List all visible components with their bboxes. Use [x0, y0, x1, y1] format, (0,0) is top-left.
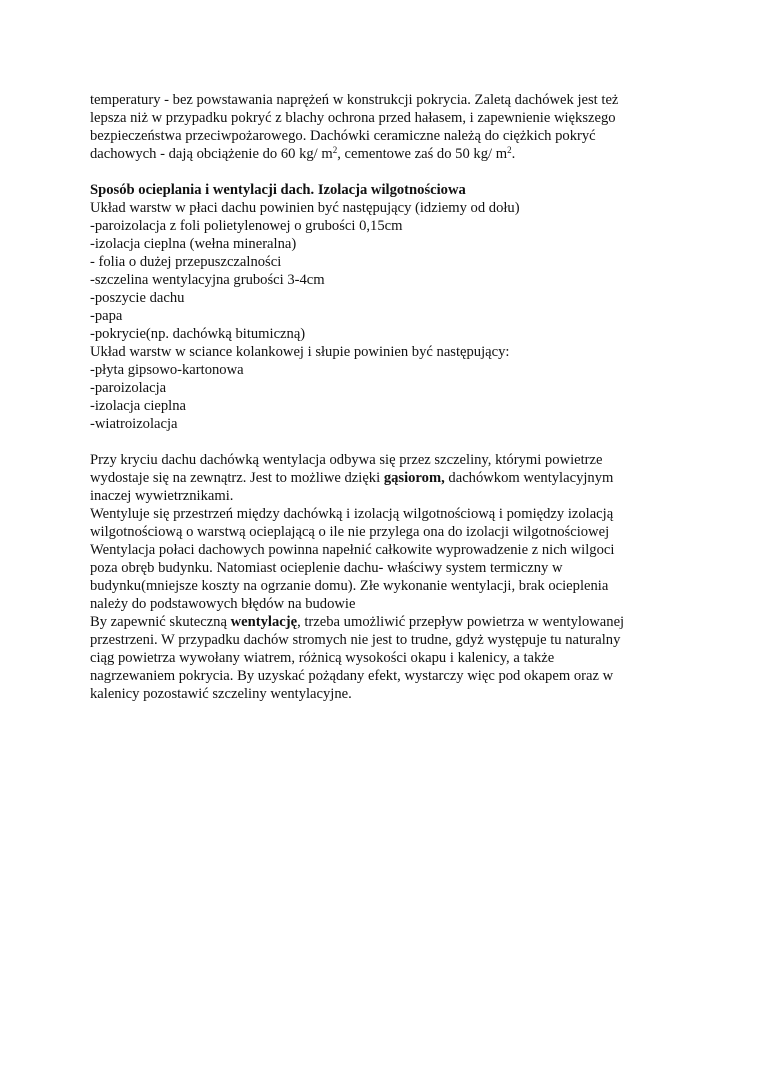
- text-line: nagrzewaniem pokrycia. By uzyskać pożądany efekt, wystarczy więc pod okapem oraz w: [90, 668, 614, 684]
- blank-line: [90, 163, 690, 181]
- list-item: -izolacja cieplna (wełna mineralna): [90, 236, 297, 252]
- list-item: -szczelina wentylacyjna grubości 3-4cm: [90, 272, 325, 288]
- text-segment: , trzeba umożliwić przepływ powietrza w wentylowanej: [297, 614, 625, 630]
- text-line: [90, 469, 690, 487]
- list-item: -płyta gipsowo-kartonowa: [90, 362, 244, 378]
- text-line: temperatury - bez powstawania naprężeń w konstrukcji pokrycia. Zaletą dachówek jest też: [90, 92, 619, 108]
- list-item: -izolacja cieplna: [90, 398, 187, 414]
- text-line: przestrzeni. W przypadku dachów stromych nie jest to trudne, gdyż występuje tu naturalny: [90, 632, 621, 648]
- wall-layers-list: [90, 343, 690, 433]
- list-intro: Układ warstw w płaci dachu powinien być następujący (idziemy od dołu): [90, 200, 520, 216]
- text-line: [90, 145, 690, 163]
- text-line: budynku(mniejsze koszty na ogrzanie domu). Złe wykonanie wentylacji, brak ocieplenia: [90, 578, 609, 594]
- blank-line: [90, 433, 690, 451]
- text-line: należy do podstawowych błędów na budowie: [90, 596, 356, 612]
- text-line: Przy kryciu dachu dachówką wentylacja odbywa się przez szczeliny, którymi powietrze: [90, 452, 603, 468]
- text-line: ciąg powietrza wywołany wiatrem, różnicą wysokości okapu i kalenicy, a także: [90, 650, 555, 666]
- text-line: bezpieczeństwa przeciwpożarowego. Dachówki ceramiczne należą do ciężkich pokryć: [90, 128, 596, 144]
- text-segment: By zapewnić skuteczną: [90, 614, 231, 630]
- ventilated-spaces-paragraph: [90, 505, 690, 541]
- list-item: - folia o dużej przepuszczalności: [90, 254, 282, 270]
- ventilation-paragraph: [90, 451, 690, 505]
- text-line: Wentyluje się przestrzeń między dachówką i izolacją wilgotnościową i pomiędzy izolacją: [90, 506, 614, 522]
- intro-paragraph: [90, 91, 690, 163]
- text-segment: dachowych - dają obciążenie do 60 kg/ m: [90, 146, 333, 162]
- list-item: -poszycie dachu: [90, 290, 185, 306]
- text-line: poza obręb budynku. Natomiast ocieplenie dachu- właściwy system termiczny w: [90, 560, 563, 576]
- text-line: kalenicy pozostawić szczeliny wentylacyjne.: [90, 686, 352, 702]
- superscript: 2: [507, 145, 512, 155]
- list-item: -pokrycie(np. dachówką bitumiczną): [90, 326, 306, 342]
- list-item: -papa: [90, 308, 123, 324]
- list-intro: Układ warstw w sciance kolankowej i słupie powinien być następujący:: [90, 344, 510, 360]
- text-line: wilgotnościową o warstwą ocieplającą o ile nie przylega ona do izolacji wilgotnościowej: [90, 524, 610, 540]
- text-line: inaczej wywietrznikami.: [90, 488, 234, 504]
- roof-ventilation-paragraph: [90, 541, 690, 613]
- text-segment: wydostaje się na zewnątrz. Jest to możliwe dzięki: [90, 470, 384, 486]
- bold-term: gąsiorom,: [383, 470, 445, 486]
- text-line: [90, 613, 690, 631]
- text-line: lepsza niż w przypadku pokryć z blachy ochrona przed hałasem, i zapewnienie większego: [90, 110, 616, 126]
- text-line: Wentylacja połaci dachowych powinna napełnić całkowite wyprowadzenie z nich wilgoci: [90, 542, 615, 558]
- document-body: [90, 91, 690, 703]
- effective-ventilation-paragraph: [90, 613, 690, 703]
- superscript: 2: [332, 145, 338, 155]
- list-item: -wiatroizolacja: [90, 416, 178, 432]
- bold-term: wentylację: [230, 614, 298, 630]
- text-segment: .: [511, 146, 516, 162]
- list-item: -paroizolacja: [90, 380, 167, 396]
- text-segment: , cementowe zaś do 50 kg/ m: [337, 146, 508, 162]
- list-item: -paroizolacja z foli polietylenowej o grubości 0,15cm: [90, 218, 403, 234]
- text-segment: dachówkom wentylacyjnym: [444, 470, 614, 486]
- section-heading: Sposób ocieplania i wentylacji dach. Izolacja wilgotnościowa: [90, 182, 466, 198]
- roof-layers-list: [90, 199, 690, 343]
